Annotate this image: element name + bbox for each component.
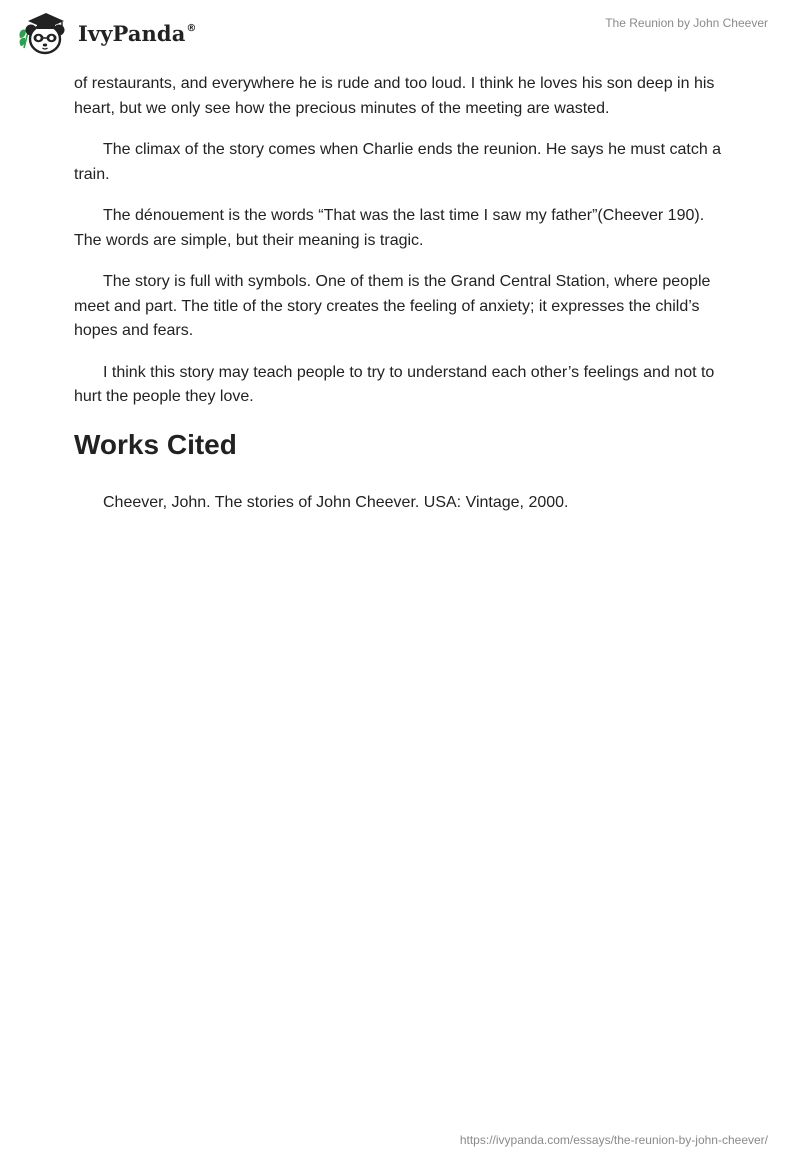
paragraph: The story is full with symbols. One of them is the Grand Central Station, where people meet and part. The title of the story creates the feeling of anxiety; it expresses the child’s hopes and fears. <box>74 273 711 339</box>
paragraph: I think this story may teach people to try to understand each other’s feelings and not to hurt the people they love. <box>74 363 715 405</box>
works-cited-heading: Works Cited <box>74 428 237 460</box>
page-header <box>0 0 800 60</box>
essay-content <box>74 72 734 515</box>
panda-graduate-logo-icon <box>16 8 76 56</box>
citation-entry: Cheever, John. The stories of John Cheever. USA: Vintage, 2000. <box>103 493 569 511</box>
ivypanda-logo[interactable] <box>16 8 197 56</box>
document-title: The Reunion by John Cheever <box>605 16 768 30</box>
paragraph: The climax of the story comes when Charlie ends the reunion. He says he must catch a train. <box>74 141 722 183</box>
source-url[interactable]: https://ivypanda.com/essays/the-reunion-by-john-cheever/ <box>459 1133 768 1147</box>
paragraph: The dénouement is the words “That was the last time I saw my father”(Cheever 190). The words are simple, but their meaning is tragic. <box>74 207 705 249</box>
registered-mark: ® <box>186 22 197 34</box>
paragraph: of restaurants, and everywhere he is rude and too loud. I think he loves his son deep in his heart, but we only see how the precious minutes of the meeting are wasted. <box>74 75 715 117</box>
brand-name: IvyPanda® <box>78 20 197 46</box>
